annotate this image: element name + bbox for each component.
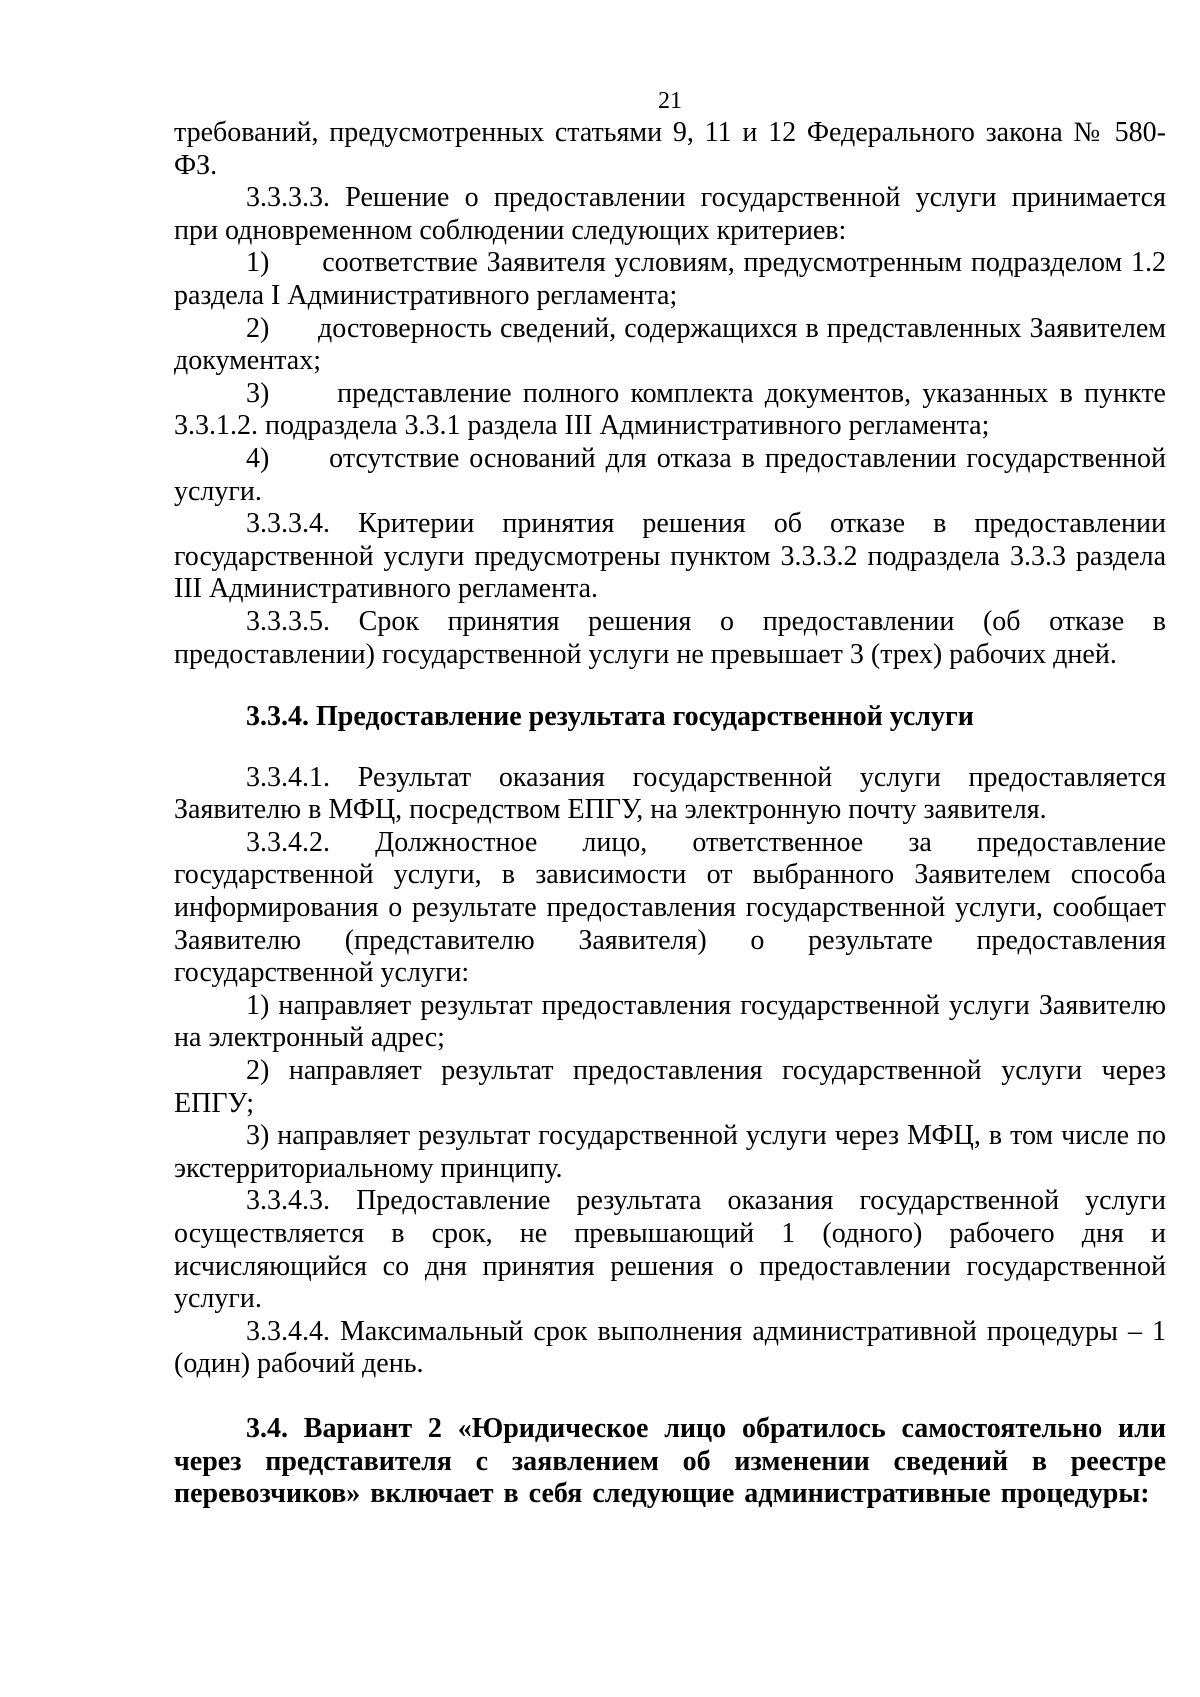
paragraph-3-3-4-4: 3.3.4.4. Максимальный срок выполнения административной процедуры – 1 (один) рабочий день. xyxy=(174,1315,1166,1380)
criterion-4: 4) отсутствие оснований для отказа в предоставлении государственной услуги. xyxy=(174,442,1173,507)
method-1: 1) направляет результат предоставления государственной услуги Заявителю на электронный адрес; xyxy=(174,989,1166,1054)
paragraph-3-3-3-3: 3.3.3.3. Решение о предоставлении государственной услуги принимается при одновременном соблюдении следующих критериев: xyxy=(174,182,1166,246)
criterion-2: 2) достоверность сведений, содержащихся в представленных Заявителем документах; xyxy=(174,312,1173,377)
criterion-3: 3) представление полного комплекта документов, указанных в пункте 3.3.1.2. подраздела 3.3.1 раздела III Административного регламента; xyxy=(174,377,1173,442)
paragraph-3-3-3-4: 3.3.3.4. Критерии принятия решения об отказе в предоставлении государственной услуги предусмотрены пунктом 3.3.3.2 подраздела 3.3.3 раздела III Административного регламента. xyxy=(174,508,1166,605)
paragraph-3-3-4-1: 3.3.4.1. Результат оказания государственной услуги предоставляется Заявителю в МФЦ, посредством ЕПГУ, на электронную почту заявителя. xyxy=(174,761,1166,826)
method-2: 2) направляет результат предоставления государственной услуги через ЕПГУ; xyxy=(174,1055,1166,1119)
paragraph-3-3-4-3: 3.3.4.3. Предоставление результата оказания государственной услуги осуществляется в срок, не превышающий 1 (одного) рабочего дня и исчисляющийся со дня принятия решения о предоставлении государственной услуги. xyxy=(174,1185,1166,1315)
paragraph-3-3-3-5: 3.3.3.5. Срок принятия решения о предоставлении (об отказе в предоставлении) государственной услуги не превышает 3 (трех) рабочих дней. xyxy=(174,605,1166,670)
paragraph-3-3-4-2: 3.3.4.2. Должностное лицо, ответственное за предоставление государственной услуги, в зависимости от выбранного Заявителем способа информирования о результате предоставления государственной услуги, сообщает Заявителю (представителю Заявителя) о результате предоставления государственной услуги: xyxy=(174,826,1166,989)
section-heading-3-4: 3.4. Вариант 2 «Юридическое лицо обратилось самостоятельно или через представителя с заявлением об изменении сведений в реестре перевозчиков» включает в себя следующие административные процедуры: xyxy=(174,1412,1166,1510)
section-heading-3-3-4: 3.3.4. Предоставление результата государственной услуги xyxy=(246,701,974,733)
criterion-1: 1) соответствие Заявителя условиям, предусмотренным подразделом 1.2 раздела I Административного регламента; xyxy=(174,247,1173,311)
page-number: 21 xyxy=(658,88,682,114)
paragraph-continuation: требований, предусмотренных статьями 9, 11 и 12 Федерального закона № 580-ФЗ. xyxy=(174,117,1166,181)
document-body xyxy=(174,117,1173,1511)
method-3: 3) направляет результат государственной услуги через МФЦ, в том числе по экстерриториальному принципу. xyxy=(174,1120,1166,1184)
